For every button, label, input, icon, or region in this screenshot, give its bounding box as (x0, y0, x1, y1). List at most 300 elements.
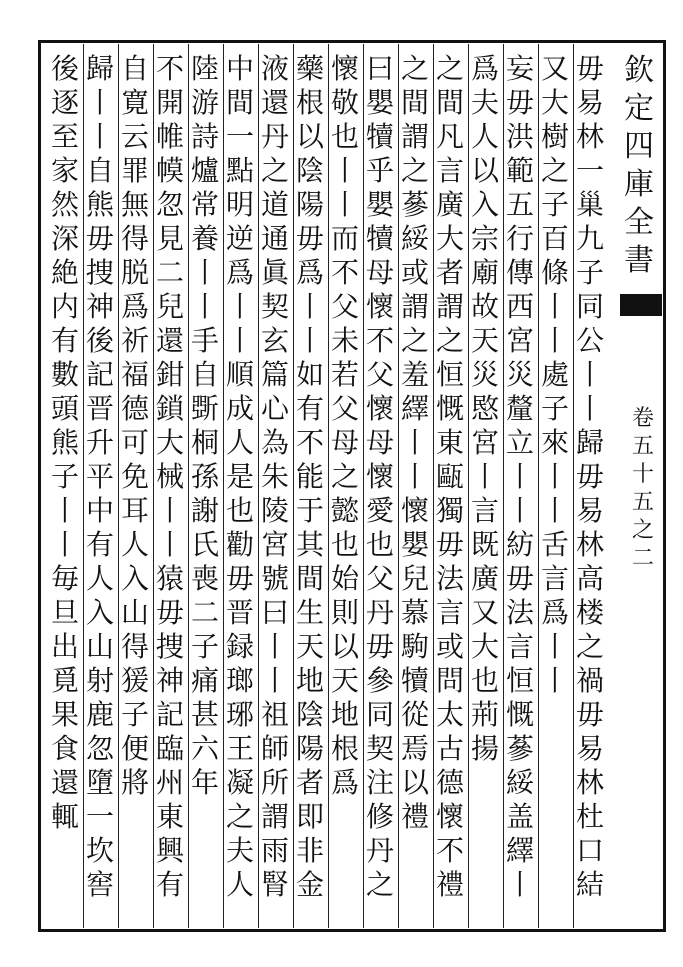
character: 嬰 (365, 188, 394, 221)
character: 通 (260, 222, 289, 255)
character: 所 (260, 766, 289, 799)
character: 子 (190, 630, 219, 663)
character: 之 (400, 154, 429, 187)
character: 丨 (295, 324, 324, 357)
text-column (48, 52, 82, 922)
character: 頭 (50, 392, 79, 425)
character: 人 (470, 120, 499, 153)
character: 又 (470, 596, 499, 629)
character: 一 (85, 800, 114, 833)
character: 陰 (295, 698, 324, 731)
character: 之 (575, 630, 604, 663)
character: 神 (155, 664, 184, 697)
character: 還 (260, 86, 289, 119)
character: 廣 (435, 188, 464, 221)
character: 獨 (435, 494, 464, 527)
character: 丨 (85, 120, 114, 153)
character: 母 (330, 426, 359, 459)
text-column (118, 52, 152, 922)
character: 罪 (120, 154, 149, 187)
section-label (628, 405, 658, 573)
character: 廣 (470, 562, 499, 595)
character: 大 (155, 426, 184, 459)
character: 子 (120, 698, 149, 731)
column-rule (503, 44, 504, 928)
character: 禍 (575, 664, 604, 697)
character: 綏 (400, 222, 429, 255)
character: 入 (85, 596, 114, 629)
character: 金 (295, 868, 324, 901)
character: 免 (120, 460, 149, 493)
character: 祖 (260, 698, 289, 731)
character: 若 (330, 358, 359, 391)
character: 同 (365, 698, 394, 731)
character: 傳 (505, 256, 534, 289)
character: 契 (260, 290, 289, 323)
character: 有 (50, 324, 79, 357)
character: 也 (365, 528, 394, 561)
character: 之 (260, 154, 289, 187)
column-rule (433, 44, 434, 928)
character: 其 (295, 528, 324, 561)
character: 駒 (400, 630, 429, 663)
character: 易 (575, 86, 604, 119)
character: 歸 (85, 52, 114, 85)
character: 即 (295, 800, 324, 833)
character: 中 (85, 494, 114, 527)
text-column (293, 52, 327, 922)
character: 朱 (260, 460, 289, 493)
character: 有 (295, 392, 324, 425)
character: 後 (50, 52, 79, 85)
character: 嬰 (400, 528, 429, 561)
character: 林 (575, 120, 604, 153)
character: 子 (540, 188, 569, 221)
character: 百 (540, 222, 569, 255)
character: 二 (155, 256, 184, 289)
character: 高 (575, 562, 604, 595)
character: 猨 (120, 664, 149, 697)
character: 也 (330, 120, 359, 153)
character: 懷 (365, 460, 394, 493)
character: 地 (330, 698, 359, 731)
character: 巢 (575, 188, 604, 221)
character: 深 (50, 222, 79, 255)
character: 帷 (155, 120, 184, 153)
character: 丨 (155, 494, 184, 527)
character: 毋 (575, 52, 604, 85)
character: 械 (155, 460, 184, 493)
character: 旦 (50, 596, 79, 629)
character: 道 (260, 188, 289, 221)
character: 參 (365, 664, 394, 697)
text-column (188, 52, 222, 922)
column-rule (328, 44, 329, 928)
character: 後 (85, 324, 114, 357)
character: 射 (85, 664, 114, 697)
character: 舌 (540, 528, 569, 561)
character: 處 (540, 358, 569, 391)
character: 天 (330, 664, 359, 697)
column-rule (83, 44, 84, 928)
character: 犢 (400, 664, 429, 697)
character: 號 (260, 562, 289, 595)
character: 然 (50, 188, 79, 221)
character: 德 (120, 392, 149, 425)
character: 言 (435, 154, 464, 187)
character: 丨 (540, 324, 569, 357)
character: 洪 (505, 120, 534, 153)
character: 西 (505, 290, 534, 323)
character: 範 (505, 154, 534, 187)
character: 結 (575, 868, 604, 901)
character: 曰 (260, 596, 289, 629)
text-column (258, 52, 292, 922)
character: 繹 (505, 834, 534, 867)
character: 兒 (400, 562, 429, 595)
character: 大 (470, 630, 499, 663)
character: 丨 (155, 528, 184, 561)
character: 故 (470, 290, 499, 323)
character: 毎 (50, 562, 79, 595)
character: 天 (470, 324, 499, 357)
character: 言 (470, 494, 499, 527)
character: 繹 (400, 392, 429, 425)
character: 見 (155, 222, 184, 255)
character: 凝 (225, 766, 254, 799)
character: 開 (155, 86, 184, 119)
character: 爲 (470, 52, 499, 85)
character: 嬰 (365, 86, 394, 119)
character: 陸 (190, 52, 219, 85)
character: 升 (85, 426, 114, 459)
character: 丨 (295, 290, 324, 323)
character: 陵 (260, 494, 289, 527)
character: 丨 (575, 358, 604, 391)
character: 之 (435, 52, 464, 85)
text-column (433, 52, 467, 922)
character: 荊 (470, 698, 499, 731)
character: 丨 (225, 290, 254, 323)
character: 爲 (120, 290, 149, 323)
character: 自 (190, 358, 219, 391)
character: 非 (295, 834, 324, 867)
character: 丨 (190, 290, 219, 323)
character: 不 (435, 834, 464, 867)
character: 樹 (540, 120, 569, 153)
character: 能 (295, 460, 324, 493)
character: 山 (120, 596, 149, 629)
character: 年 (190, 766, 219, 799)
character: 則 (330, 596, 359, 629)
character: 平 (85, 460, 114, 493)
character: 犢 (365, 222, 394, 255)
character: 録 (225, 630, 254, 663)
character: 父 (365, 358, 394, 391)
character: 養 (190, 222, 219, 255)
character: 謂 (400, 120, 429, 153)
character: 二 (190, 596, 219, 629)
character: 敬 (330, 86, 359, 119)
character: 不 (365, 324, 394, 357)
character: 慨 (435, 392, 464, 425)
book-title: 欽 定 四 庫 全 書 (624, 53, 654, 278)
character: 捜 (85, 256, 114, 289)
character: 林 (575, 766, 604, 799)
character: 腎 (260, 868, 289, 901)
character: 至 (50, 120, 79, 153)
character: 丨 (260, 664, 289, 697)
text-column (398, 52, 432, 922)
character: 楼 (575, 596, 604, 629)
character: 東 (435, 426, 464, 459)
character: 甌 (435, 460, 464, 493)
character: 丹 (260, 120, 289, 153)
character: 者 (435, 256, 464, 289)
character: 寛 (120, 86, 149, 119)
character: 篇 (260, 358, 289, 391)
text-column (503, 52, 537, 922)
character: 懷 (365, 392, 394, 425)
character: 爲 (330, 766, 359, 799)
character: 丨 (540, 494, 569, 527)
character: 陽 (295, 732, 324, 765)
character: 凡 (435, 120, 464, 153)
character: 從 (400, 698, 429, 731)
character: 之 (540, 154, 569, 187)
character: 無 (120, 188, 149, 221)
character: 古 (435, 732, 464, 765)
character: 不 (330, 256, 359, 289)
character: 之 (400, 324, 429, 357)
text-column (538, 52, 572, 922)
character: 父 (365, 562, 394, 595)
character: 果 (50, 698, 79, 731)
character: 毋 (155, 596, 184, 629)
character: 恒 (435, 358, 464, 391)
character: 人 (120, 528, 149, 561)
character: 數 (50, 358, 79, 391)
character: 眞 (260, 256, 289, 289)
character: 懷 (435, 800, 464, 833)
character: 同 (575, 290, 604, 323)
character: 丨 (575, 392, 604, 425)
character: 孫 (190, 460, 219, 493)
character: 德 (435, 766, 464, 799)
character: 桐 (190, 426, 219, 459)
character: 間 (225, 86, 254, 119)
character: 法 (435, 562, 464, 595)
character: 捜 (155, 630, 184, 663)
character: 言 (540, 562, 569, 595)
character: 還 (50, 766, 79, 799)
character: 入 (470, 188, 499, 221)
character: 丨 (50, 494, 79, 527)
character: 順 (225, 358, 254, 391)
character: 之 (365, 868, 394, 901)
character: 詩 (190, 120, 219, 153)
character: 生 (295, 596, 324, 629)
character: 之 (330, 460, 359, 493)
character: 曰 (365, 52, 394, 85)
character: 得 (120, 630, 149, 663)
character: 大 (540, 86, 569, 119)
character: 也 (225, 494, 254, 527)
character: 宮 (260, 528, 289, 561)
character: 天 (295, 630, 324, 663)
character: 盖 (505, 800, 534, 833)
character: 忽 (155, 188, 184, 221)
character: 根 (330, 732, 359, 765)
text-column (83, 52, 117, 922)
character: 喪 (190, 562, 219, 595)
character: 行 (505, 222, 534, 255)
column-rule (293, 44, 294, 928)
character: 覓 (50, 664, 79, 697)
character: 而 (330, 222, 359, 255)
character: 釐 (505, 392, 534, 425)
character: 熊 (50, 426, 79, 459)
character: 丨 (225, 324, 254, 357)
character: 氏 (190, 528, 219, 561)
character: 條 (540, 256, 569, 289)
character: 修 (365, 800, 394, 833)
character: 便 (120, 732, 149, 765)
character: 自 (85, 154, 114, 187)
character: 間 (295, 562, 324, 595)
character: 間 (400, 86, 429, 119)
character: 丨 (505, 494, 534, 527)
character: 云 (120, 120, 149, 153)
character: 忽 (85, 732, 114, 765)
character: 之 (400, 52, 429, 85)
character: 夫 (470, 86, 499, 119)
character: 大 (435, 222, 464, 255)
character: 丨 (190, 256, 219, 289)
character: 以 (470, 154, 499, 187)
character: 爲 (295, 256, 324, 289)
character: 根 (295, 86, 324, 119)
character: 手 (190, 324, 219, 357)
character: 一 (225, 120, 254, 153)
character: 師 (260, 732, 289, 765)
character: 記 (85, 358, 114, 391)
column-rule (573, 44, 574, 928)
character: 以 (330, 630, 359, 663)
character: 藥 (295, 52, 324, 85)
character: 毋 (225, 562, 254, 595)
character: 斲 (190, 392, 219, 425)
character: 注 (365, 766, 394, 799)
character: 慨 (505, 698, 534, 731)
character: 為 (260, 426, 289, 459)
character: 逆 (225, 222, 254, 255)
character: 也 (330, 528, 359, 561)
character: 太 (435, 698, 464, 731)
character: 玄 (260, 324, 289, 357)
character: 丨 (400, 460, 429, 493)
character: 窖 (85, 868, 114, 901)
character: 點 (225, 154, 254, 187)
character: 心 (260, 392, 289, 425)
character: 九 (575, 222, 604, 255)
character: 或 (400, 256, 429, 289)
character: 愛 (365, 494, 394, 527)
character: 既 (470, 528, 499, 561)
character: 五 (505, 188, 534, 221)
character: 興 (155, 834, 184, 867)
character: 謂 (260, 800, 289, 833)
character: 又 (540, 52, 569, 85)
character: 易 (575, 494, 604, 527)
text-column (573, 52, 607, 922)
character: 兒 (155, 290, 184, 323)
character: 丨 (260, 630, 289, 663)
character: 將 (120, 766, 149, 799)
character: 出 (50, 630, 79, 663)
character: 陰 (295, 154, 324, 187)
character: 謝 (190, 494, 219, 527)
character: 災 (505, 358, 534, 391)
character: 來 (540, 426, 569, 459)
character: 法 (505, 596, 534, 629)
character: 丨 (540, 290, 569, 323)
character: 丹 (365, 834, 394, 867)
character: 始 (330, 562, 359, 595)
character: 問 (435, 664, 464, 697)
character: 明 (225, 188, 254, 221)
character: 祈 (120, 324, 149, 357)
character: 焉 (400, 732, 429, 765)
character: 者 (295, 766, 324, 799)
section-number: 卷 五 十 五 之 二 (631, 406, 654, 571)
character: 内 (50, 290, 79, 323)
character: 鹿 (85, 698, 114, 731)
character: 毋 (575, 460, 604, 493)
character: 勸 (225, 528, 254, 561)
character: 杜 (575, 800, 604, 833)
character: 于 (295, 494, 324, 527)
character: 猿 (155, 562, 184, 595)
character: 游 (190, 86, 219, 119)
character: 液 (260, 52, 289, 85)
character: 懷 (330, 52, 359, 85)
column-rule (188, 44, 189, 928)
text-column (468, 52, 502, 922)
character: 懷 (365, 290, 394, 323)
character: 禮 (400, 800, 429, 833)
column-rule (223, 44, 224, 928)
character: 綏 (505, 766, 534, 799)
character: 丨 (505, 868, 534, 901)
character: 丨 (540, 460, 569, 493)
character: 六 (190, 732, 219, 765)
character: 如 (295, 358, 324, 391)
character: 謂 (435, 290, 464, 323)
fishtail-mark (620, 294, 662, 316)
character: 子 (575, 256, 604, 289)
character: 熊 (85, 188, 114, 221)
character: 災 (470, 358, 499, 391)
character: 有 (155, 868, 184, 901)
character: 食 (50, 732, 79, 765)
character: 子 (540, 392, 569, 425)
character: 脱 (120, 256, 149, 289)
character: 墮 (85, 766, 114, 799)
character: 絶 (50, 256, 79, 289)
character: 毋 (505, 562, 534, 595)
character: 東 (155, 800, 184, 833)
